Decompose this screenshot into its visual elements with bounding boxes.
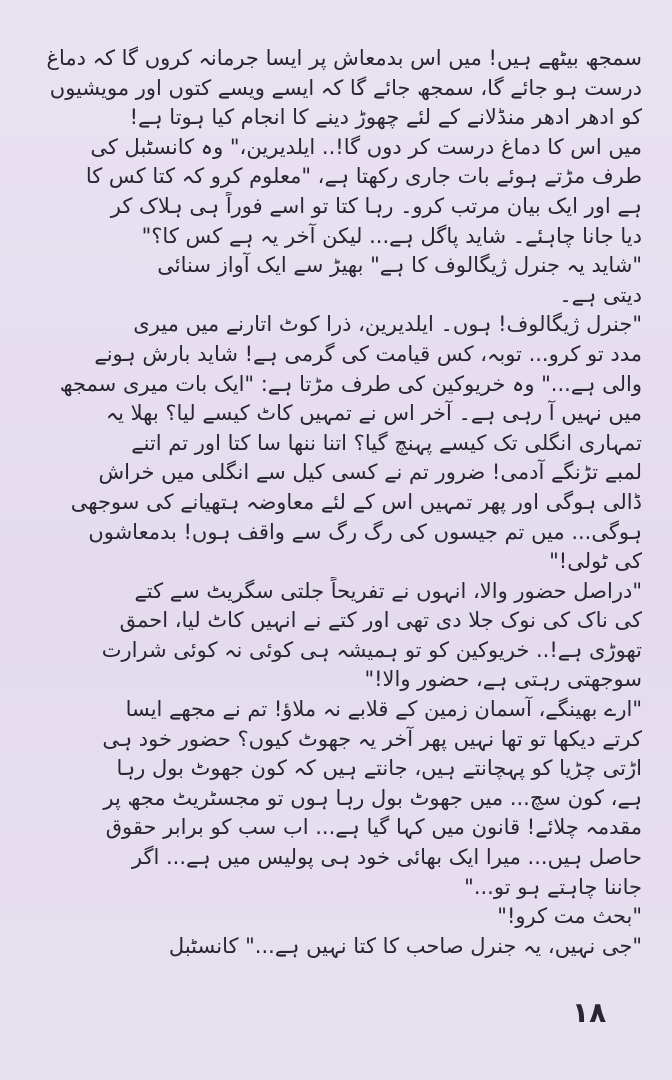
urdu-text-body <box>30 44 642 961</box>
text-line: ڈالی ہوگی اور پھر تمہیں اس کے لئے معاوضہ ہتھیانے کی سوجھی <box>70 489 642 514</box>
text-line: درست ہو جائے گا، سمجھ جائے گا کہ ایسے ویسے کتوں اور مویشیوں <box>49 75 642 100</box>
text-line: طرف مڑتے ہوئے بات جاری رکھتا ہے، "معلوم کرو کہ کتا کس کا <box>85 164 642 189</box>
text-line: لمبے تڑنگے آدمی! ضرور تم نے کسی کیل سے انگلی میں خراش <box>98 460 642 485</box>
text-line: میں نہیں آ رہی ہے۔ آخر اس نے تمہیں کاٹ کیسے لیا؟ بھلا یہ <box>105 401 642 426</box>
text-line: کی ناک کی نوک جلا دی تھی اور کتے نے انہیں کاٹ لیا، احمق <box>119 608 642 633</box>
text-line: "شاید یہ جنرل ژیگالوف کا ہے" بھیڑ سے ایک آواز سنائی <box>157 253 642 278</box>
text-line: دیا جانا چاہئے۔ شاید پاگل ہے... لیکن آخر یہ ہے کس کا؟" <box>141 223 642 248</box>
text-line: مدد تو کرو... توبہ، کس قیامت کی گرمی ہے! شاید بارش ہونے <box>94 341 642 366</box>
text-line: "جی نہیں، یہ جنرل صاحب کا کتا نہیں ہے..." کانسٹبل <box>168 933 642 958</box>
text-line: سمجھ بیٹھے ہیں! میں اس بدمعاش پر ایسا جرمانہ کروں گا کہ دماغ <box>46 46 642 70</box>
text-line: دیتی ہے۔ <box>559 282 642 307</box>
text-line: "جنرل ژیگالوف! ہوں۔ ایلدیرین، ذرا کوٹ اتارنے میں میری <box>133 312 642 337</box>
text-line: تھوڑی ہے!.. خریوکین کو تو ہمیشہ ہی کوئی نہ کوئی شرارت <box>101 637 642 662</box>
text-line: مقدمہ چلائے! قانون میں کہا گیا ہے... اب سب کو برابر حقوق <box>105 815 642 840</box>
text-line: حاصل ہیں... میرا ایک بھائی خود ہی پولیس میں ہے... اگر <box>131 845 642 870</box>
text-line: تمہاری انگلی تک کیسے پہنچ گیا؟ اتنا ننھا سا کتا اور تم اتنے <box>131 430 642 455</box>
page-number: ۱۸ <box>572 996 607 1029</box>
text-line: "دراصل حضور والا، انہوں نے تفریحاً جلتی سگریٹ سے کتے <box>134 578 642 603</box>
text-line: "ارے بھینگے، آسمان زمین کے قلابے نہ ملاؤ! تم نے مجھے ایسا <box>125 697 642 722</box>
text-line: اڑتی چڑیا کو پہچانتے ہیں، جانتے ہیں کہ کون جھوٹ بول رہا <box>116 756 642 781</box>
text-line: ہے اور ایک بیان مرتب کرو۔ رہا کتا تو اسے فوراً ہی ہلاک کر <box>110 193 642 218</box>
text-line: میں اس کا دماغ درست کر دوں گا!.. ایلدیرین،" وہ کانسٹبل کی <box>90 134 642 159</box>
text-line: کو ادھر ادھر منڈلانے کے لئے چھوڑ دینے کا انجام کیا ہوتا ہے! <box>129 105 642 130</box>
text-line: ہوگی... میں تم جیسوں کی رگ رگ سے واقف ہوں! بدمعاشوں <box>88 519 642 544</box>
text-line: جاننا چاہتے ہو تو..." <box>464 874 642 899</box>
text-line: سوجھتی رہتی ہے، حضور والا!" <box>364 667 642 692</box>
text-line: کی ٹولی!" <box>549 549 642 574</box>
text-line: والی ہے..." وہ خریوکین کی طرف مڑتا ہے: "ایک بات میری سمجھ <box>59 371 642 396</box>
text-line: "بحث مت کرو!" <box>497 904 642 929</box>
text-line: کرتے دیکھا تو تھا نہیں پھر آخر یہ جھوٹ کیوں؟ حضور خود ہی <box>102 726 642 751</box>
text-line: ہے، کون سچ... میں جھوٹ بول رہا ہوں تو مجسٹریٹ مجھ پر <box>103 785 642 810</box>
